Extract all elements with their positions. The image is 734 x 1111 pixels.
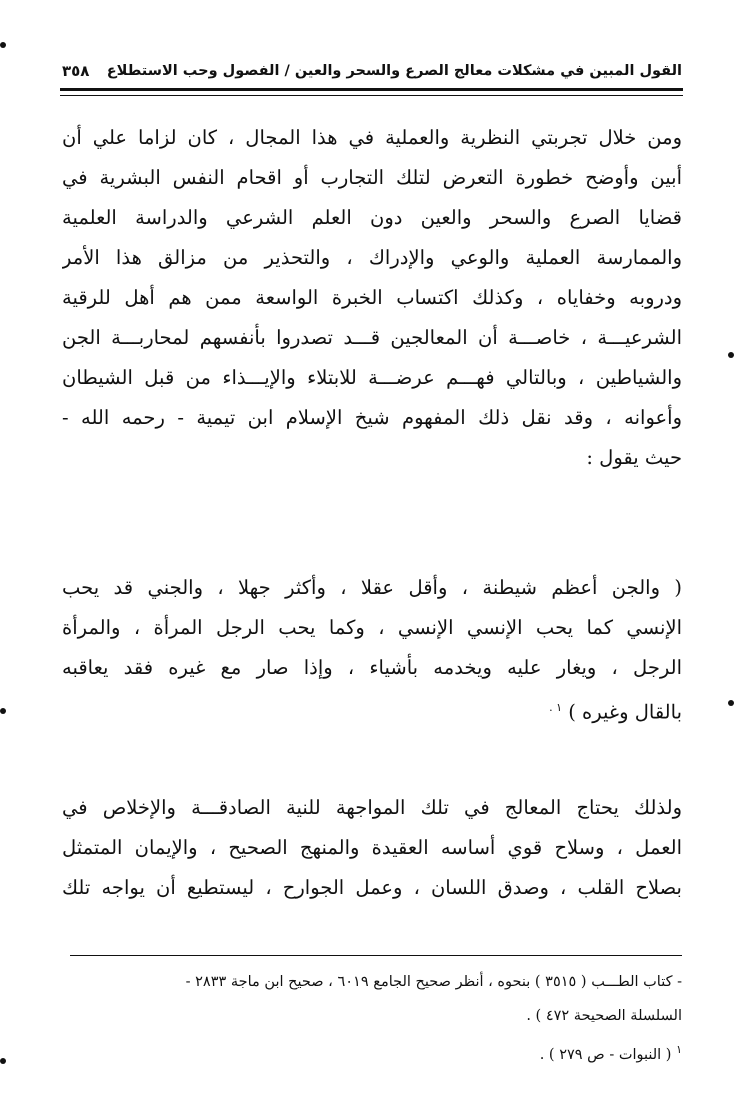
text-line: ودروبه وخفاياه ، وكذلك اكتساب الخبرة الواسعة ممن هم أهل للرقية (62, 286, 682, 309)
text-line: وأعوانه ، وقد نقل ذلك المفهوم شيخ الإسلام ابن تيمية - رحمه الله - (62, 406, 682, 429)
text-line: ومن خلال تجربتي النظرية والعملية في هذا المجال ، كان لزاما علي أن (62, 126, 682, 149)
text-line: العمل ، وسلاح قوي أساسه العقيدة والمنهج الصحيح ، والإيمان المتمثل (62, 836, 682, 859)
footnote-line (62, 1033, 682, 1067)
text-line: الشرعيـــة ، خاصـــة أن المعالجين قـــد تصدروا بأنفسهم لمحاربـــة الجن (62, 326, 682, 349)
header-rule-thick (60, 88, 683, 91)
footnote-line: السلسلة الصحيحة ٤٧٢ ) . (526, 1008, 682, 1024)
scan-margin-dot (0, 42, 6, 48)
paragraph-3 (62, 788, 682, 908)
footnote-reference: ١ . (549, 701, 563, 714)
header-rule-thin (60, 95, 683, 96)
text-line: قضايا الصرع والسحر والعين دون العلم الشرعي والدراسة العلمية (62, 206, 682, 229)
text-line: والممارسة العملية والوعي والإدراك ، والتحذير من مزالق هذا الأمر (62, 246, 682, 269)
text-line: الرجل ، ويغار عليه ويخدمه بأشياء ، وإذا صار مع غيره فقد يعاقبه (62, 656, 682, 679)
scan-margin-dot (0, 708, 6, 714)
text-line: والشياطين ، وبالتالي فهـــم عرضـــة للابتلاء والإيـــذاء من قبل الشيطان (62, 366, 682, 389)
text-line: ولذلك يحتاج المعالج في تلك المواجهة للنية الصادقـــة والإخلاص في (62, 796, 682, 819)
scan-margin-dot (728, 352, 734, 358)
footnotes (62, 965, 682, 1067)
quote-last-line: بالقال وغيره ) (568, 700, 682, 724)
scan-margin-dot (728, 700, 734, 706)
footnote-marker: ١ (676, 1043, 682, 1056)
text-line (62, 688, 682, 728)
page-number: ٣٥٨ (62, 62, 90, 80)
running-title: القول المبين في مشكلات معالج الصرع والسحر والعين / الفصول وحب الاستطلاع (106, 63, 682, 79)
footnote-text: ( النبوات - ص ٢٧٩ ) . (539, 1046, 672, 1063)
quote-paragraph (62, 568, 682, 728)
scan-margin-dot (0, 1058, 6, 1064)
text-line: بصلاح القلب ، وصدق اللسان ، وعمل الجوارح ، ليستطيع أن يواجه تلك (62, 876, 682, 899)
footnote-line: - كتاب الطـــب ( ٣٥١٥ ) بنحوه ، أنظر صحيح الجامع ٦٠١٩ ، صحيح ابن ماجة ٢٨٣٣ - (185, 974, 682, 990)
text-line: الإنسي كما يحب الإنسي الإنسي ، وكما يحب الرجل المرأة ، والمرأة (62, 616, 682, 639)
text-line: أبين وأوضح خطورة التعرض لتلك التجارب أو اقحام النفس البشرية في (62, 166, 682, 189)
footnote-separator (70, 955, 682, 956)
text-line: حيث يقول : (586, 446, 682, 469)
running-header (62, 55, 682, 87)
text-line: ( والجن أعظم شيطنة ، وأقل عقلا ، وأكثر جهلا ، والجني قد يحب (62, 576, 682, 599)
paragraph-1 (62, 118, 682, 478)
